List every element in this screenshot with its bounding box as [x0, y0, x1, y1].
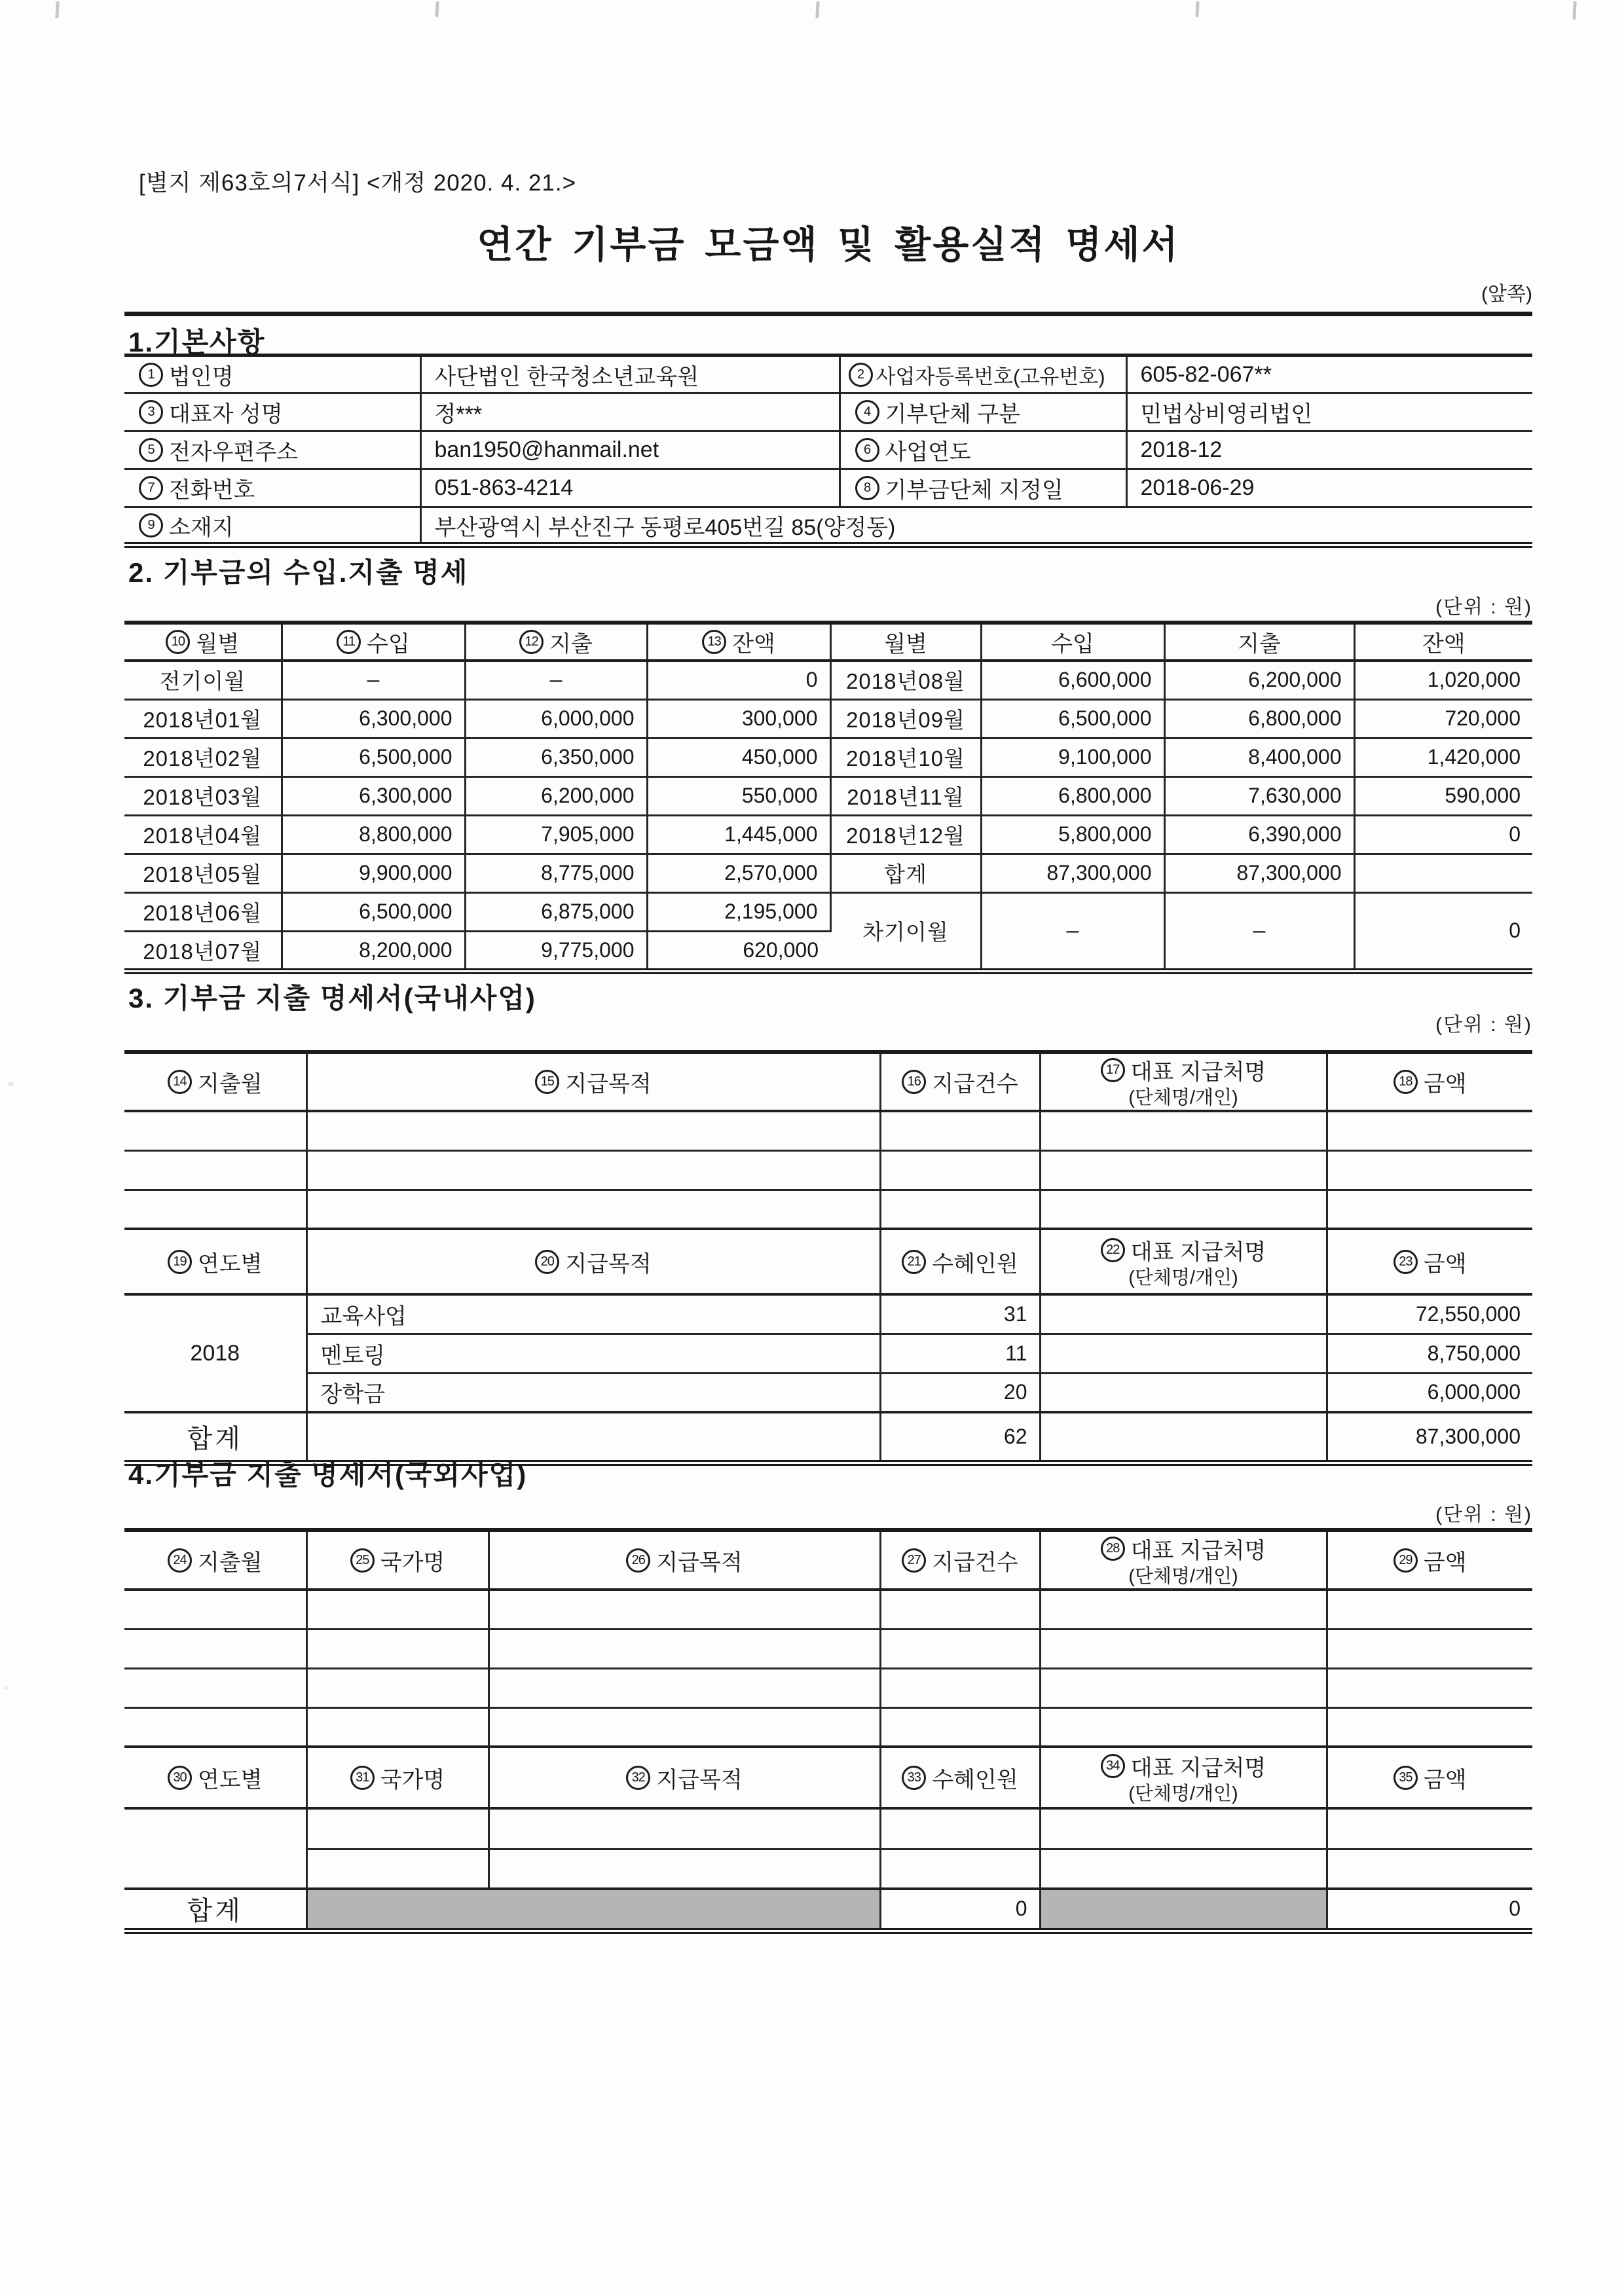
unit-label: (단위 : 원)	[1435, 1504, 1532, 1525]
monthly-income-expense-table	[124, 621, 1532, 974]
section1-heading: 1.기본사항	[128, 327, 266, 357]
circled-number: 35	[1393, 1766, 1418, 1790]
balance-cell: 1,445,000	[647, 815, 830, 854]
field-label: 6 사업연도	[840, 431, 1126, 469]
balance-cell: 0	[1354, 815, 1532, 854]
empty-cell	[1040, 1668, 1327, 1707]
empty-cell	[880, 1590, 1040, 1629]
income-cell: 6,800,000	[981, 776, 1164, 815]
scan-artifact	[1572, 1, 1576, 20]
circled-number: 25	[350, 1548, 375, 1573]
empty-cell	[306, 1111, 880, 1150]
balance-cell: 1,020,000	[1354, 661, 1532, 699]
table-row	[124, 1190, 1532, 1229]
table-row	[124, 1111, 1532, 1150]
balance-cell: 0	[1354, 892, 1532, 971]
circled-number: 29	[1393, 1548, 1418, 1573]
field-value: 605-82-067**	[1126, 355, 1532, 393]
circled-number: 6	[855, 438, 879, 462]
empty-cell	[1327, 1590, 1532, 1629]
section4-heading: 4.기부금 지출 명세서(국외사업)	[128, 1459, 528, 1490]
column-header: 32 지급목적	[489, 1747, 880, 1808]
total-row	[124, 1889, 1532, 1931]
empty-cell	[306, 1590, 489, 1629]
expense-cell: 6,875,000	[465, 892, 647, 931]
expense-cell: 8,400,000	[1164, 738, 1354, 776]
gray-cell	[306, 1889, 880, 1931]
empty-cell	[1040, 1590, 1327, 1629]
empty-cell	[1040, 1707, 1327, 1747]
empty-cell	[489, 1707, 880, 1747]
column-header: 수입	[981, 623, 1164, 661]
expense-cell: 87,300,000	[1164, 854, 1354, 892]
table-row	[124, 1629, 1532, 1668]
month-cell: 2018년02월	[124, 738, 282, 776]
amount-cell: 8,750,000	[1327, 1334, 1532, 1373]
circled-number: 14	[168, 1070, 192, 1094]
empty-cell	[1327, 1629, 1532, 1668]
column-header: 26 지급목적	[489, 1530, 880, 1590]
section3-heading: 3. 기부금 지출 명세서(국내사업)	[128, 983, 536, 1013]
overseas-expense-table	[124, 1528, 1532, 1934]
purpose-cell: 멘토링	[306, 1334, 880, 1373]
column-header: 30 연도별	[124, 1747, 306, 1808]
unit-label: (단위 : 원)	[1435, 1014, 1532, 1036]
circled-number: 19	[168, 1250, 192, 1274]
count-cell: 20	[880, 1373, 1040, 1412]
table-row	[124, 1707, 1532, 1747]
field-value: 부산광역시 부산진구 동평로405번길 85(양정동)	[434, 515, 896, 540]
total-label-cell: 합계	[830, 854, 981, 892]
empty-cell	[489, 1590, 880, 1629]
amount-cell: 6,000,000	[1327, 1373, 1532, 1412]
amount-cell: 87,300,000	[1327, 1412, 1532, 1463]
circled-number: 16	[902, 1070, 926, 1094]
column-header: 20 지급목적	[306, 1229, 880, 1294]
empty-cell	[1327, 1849, 1532, 1889]
table-row	[124, 738, 1532, 776]
empty-cell	[1327, 1150, 1532, 1190]
circled-number: 22	[1101, 1238, 1125, 1262]
month-cell: 2018년01월	[124, 699, 282, 738]
month-cell: 2018년08월	[830, 661, 981, 699]
column-header: 지출	[1164, 623, 1354, 661]
empty-cell	[1327, 1808, 1532, 1849]
empty-cell	[306, 1808, 489, 1849]
balance-cell: 720,000	[1354, 699, 1532, 738]
table-row	[124, 892, 1532, 931]
circled-number: 13	[702, 630, 726, 654]
scan-artifact	[1195, 1, 1199, 17]
field-value: 사단법인 한국청소년교육원	[420, 355, 840, 393]
table-row	[124, 1849, 1532, 1889]
column-header: 17 대표 지급처명 (단체명/개인)	[1040, 1052, 1327, 1111]
month-cell: 2018년10월	[830, 738, 981, 776]
circled-number: 34	[1101, 1754, 1125, 1778]
expense-cell: 6,350,000	[465, 738, 647, 776]
section2-heading: 2. 기부금의 수입.지출 명세	[128, 557, 469, 588]
count-cell: 62	[880, 1412, 1040, 1463]
income-cell: –	[981, 892, 1164, 971]
payee-cell	[1040, 1373, 1327, 1412]
empty-cell	[306, 1668, 489, 1707]
column-header: 19 연도별	[124, 1229, 306, 1294]
empty-cell	[1327, 1668, 1532, 1707]
balance-cell: 620,000	[743, 938, 819, 962]
field-label: 2 사업자등록번호(고유번호)	[840, 355, 1126, 393]
document-title: 연간 기부금 모금액 및 활용실적 명세서	[477, 224, 1180, 266]
column-header: 31 국가명	[306, 1747, 489, 1808]
empty-cell	[880, 1190, 1040, 1229]
field-value: ban1950@hanmail.net	[420, 431, 840, 469]
field-label: 8 기부금단체 지정일	[840, 469, 1126, 507]
field-value: 민법상비영리법인	[1126, 393, 1532, 431]
empty-cell	[306, 1629, 489, 1668]
empty-cell	[1040, 1629, 1327, 1668]
count-cell: 0	[880, 1889, 1040, 1931]
circled-number: 27	[902, 1548, 926, 1573]
circled-number: 24	[168, 1548, 192, 1573]
scan-artifact	[8, 1082, 14, 1086]
field-value: 2018-12	[1126, 431, 1532, 469]
column-header: 23 금액	[1327, 1229, 1532, 1294]
empty-cell	[880, 1849, 1040, 1889]
balance-cell: 2,570,000	[647, 854, 830, 892]
column-header: 33 수혜인원	[880, 1747, 1040, 1808]
scan-artifact	[815, 1, 819, 18]
column-header: 16 지급건수	[880, 1052, 1040, 1111]
month-cell: 2018년11월	[830, 776, 981, 815]
circled-number: 7	[139, 476, 163, 500]
balance-cell: 2,195,000	[647, 892, 830, 931]
empty-cell	[489, 1849, 880, 1889]
column-header: 22 대표 지급처명 (단체명/개인)	[1040, 1229, 1327, 1294]
expense-cell: 8,775,000	[465, 854, 647, 892]
table-row	[124, 1373, 1532, 1412]
expense-cell: 7,905,000	[465, 815, 647, 854]
circled-number: 31	[350, 1766, 375, 1790]
circled-number: 33	[902, 1766, 926, 1790]
empty-cell	[124, 1150, 306, 1190]
expense-cell: –	[1164, 892, 1354, 971]
circled-number: 11	[337, 630, 361, 654]
form-reference: [별지 제63호의7서식] <개정 2020. 4. 21.>	[139, 170, 577, 196]
front-side-label: (앞쪽)	[1481, 283, 1532, 305]
income-cell: 6,300,000	[282, 776, 465, 815]
circled-number: 18	[1393, 1070, 1418, 1094]
column-header: 29 금액	[1327, 1530, 1532, 1590]
circled-number: 28	[1101, 1537, 1125, 1561]
month-cell: 2018년05월	[124, 854, 282, 892]
field-label: 4 기부단체 구분	[840, 393, 1126, 431]
circled-number: 12	[519, 630, 544, 654]
circled-number: 5	[139, 438, 163, 462]
empty-cell	[1327, 1111, 1532, 1150]
column-header: 25 국가명	[306, 1530, 489, 1590]
column-header: 11 수입	[282, 623, 465, 661]
month-cell: 전기이월	[124, 661, 282, 699]
circled-number: 9	[139, 513, 163, 538]
count-cell: 11	[880, 1334, 1040, 1373]
column-header: 21 수혜인원	[880, 1229, 1040, 1294]
gray-cell	[1040, 1889, 1327, 1931]
balance-cell: 550,000	[647, 776, 830, 815]
year-cell	[124, 1808, 306, 1889]
expense-cell: 9,775,000	[465, 931, 647, 971]
circled-number: 20	[535, 1250, 559, 1274]
column-header: 월별	[830, 623, 981, 661]
table-row	[124, 1808, 1532, 1849]
column-header: 10 월별	[124, 623, 282, 661]
circled-number: 2	[849, 363, 873, 387]
income-cell: 5,800,000	[981, 815, 1164, 854]
expense-cell: 7,630,000	[1164, 776, 1354, 815]
empty-cell	[880, 1808, 1040, 1849]
top-rule	[124, 312, 1532, 316]
amount-cell: 0	[1327, 1889, 1532, 1931]
circled-number: 26	[626, 1548, 650, 1573]
field-label: 1 법인명	[124, 355, 420, 393]
table-row	[124, 1590, 1532, 1629]
expense-cell: 6,390,000	[1164, 815, 1354, 854]
scan-artifact	[5, 1686, 9, 1690]
amount-cell: 72,550,000	[1327, 1294, 1532, 1334]
circled-number: 15	[535, 1070, 559, 1094]
payee-cell	[1040, 1334, 1327, 1373]
empty-cell	[1040, 1849, 1327, 1889]
empty-cell	[124, 1707, 306, 1747]
count-cell: 31	[880, 1294, 1040, 1334]
income-cell: 87,300,000	[981, 854, 1164, 892]
income-cell: 6,500,000	[981, 699, 1164, 738]
field-label: 7 전화번호	[124, 469, 420, 507]
column-header: 15 지급목적	[306, 1052, 880, 1111]
income-cell: 9,900,000	[282, 854, 465, 892]
circled-number: 10	[166, 630, 190, 654]
empty-cell	[880, 1668, 1040, 1707]
month-cell: 2018년12월	[830, 815, 981, 854]
column-header: 18 금액	[1327, 1052, 1532, 1111]
empty-cell	[1040, 1412, 1327, 1463]
balance-cell: 450,000	[647, 738, 830, 776]
expense-cell: 6,200,000	[1164, 661, 1354, 699]
income-cell: 6,500,000	[282, 892, 465, 931]
scan-artifact	[435, 1, 439, 17]
expense-cell: 6,200,000	[465, 776, 647, 815]
empty-cell	[1040, 1190, 1327, 1229]
column-header: 35 금액	[1327, 1747, 1532, 1808]
empty-cell	[489, 1668, 880, 1707]
scan-artifact	[55, 1, 59, 18]
field-value: 2018-06-29	[1126, 469, 1532, 507]
table-row	[124, 661, 1532, 699]
field-label: 3 대표자 성명	[124, 393, 420, 431]
month-cell: 2018년03월	[124, 776, 282, 815]
expense-cell: 6,000,000	[465, 699, 647, 738]
circled-number: 32	[626, 1766, 650, 1790]
empty-cell	[124, 1190, 306, 1229]
total-label-cell: 합계	[124, 1412, 306, 1463]
purpose-cell: 장학금	[306, 1373, 880, 1412]
income-cell: 9,100,000	[981, 738, 1164, 776]
purpose-cell: 교육사업	[306, 1294, 880, 1334]
table-row	[124, 815, 1532, 854]
balance-cell	[1354, 854, 1532, 892]
month-cell: 2018년06월	[124, 892, 282, 931]
column-header: 잔액	[1354, 623, 1532, 661]
field-label: 5 전자우편주소	[124, 431, 420, 469]
table-row	[124, 854, 1532, 892]
empty-cell	[489, 1808, 880, 1849]
empty-cell	[124, 1590, 306, 1629]
circled-number: 21	[902, 1250, 926, 1274]
month-cell: 2018년07월	[124, 931, 282, 971]
empty-cell	[1040, 1150, 1327, 1190]
month-cell: 2018년04월	[124, 815, 282, 854]
year-cell: 2018	[124, 1294, 306, 1412]
circled-number: 4	[855, 400, 879, 424]
income-cell: 6,600,000	[981, 661, 1164, 699]
balance-cell: 0	[647, 661, 830, 699]
balance-cell: 300,000	[647, 699, 830, 738]
empty-cell	[306, 1849, 489, 1889]
empty-cell	[124, 1629, 306, 1668]
payee-cell	[1040, 1294, 1327, 1334]
empty-cell	[306, 1190, 880, 1229]
domestic-expense-table	[124, 1050, 1532, 1466]
column-header: 13 잔액	[647, 623, 830, 661]
column-header: 24 지출월	[124, 1530, 306, 1590]
empty-cell	[306, 1150, 880, 1190]
income-cell: 8,200,000	[282, 931, 465, 971]
empty-cell	[880, 1629, 1040, 1668]
empty-cell	[1327, 1190, 1532, 1229]
empty-cell	[880, 1111, 1040, 1150]
expense-cell: 6,800,000	[1164, 699, 1354, 738]
column-header: 28 대표 지급처명 (단체명/개인)	[1040, 1530, 1327, 1590]
empty-cell	[880, 1707, 1040, 1747]
column-header: 34 대표 지급처명 (단체명/개인)	[1040, 1747, 1327, 1808]
empty-cell	[1327, 1707, 1532, 1747]
income-cell: –	[282, 661, 465, 699]
empty-cell	[124, 1668, 306, 1707]
balance-cell: 1,420,000	[1354, 738, 1532, 776]
empty-cell	[880, 1150, 1040, 1190]
field-label: 9 소재지	[124, 507, 420, 545]
circled-number: 23	[1393, 1250, 1418, 1274]
total-label-cell: 합계	[124, 1889, 306, 1931]
circled-number: 3	[139, 400, 163, 424]
column-header: 27 지급건수	[880, 1530, 1040, 1590]
table-row	[124, 1334, 1532, 1373]
circled-number: 17	[1101, 1058, 1125, 1082]
table-row	[124, 699, 1532, 738]
empty-cell	[1040, 1808, 1327, 1849]
month-cell: 2018년09월	[830, 699, 981, 738]
income-cell: 8,800,000	[282, 815, 465, 854]
balance-cell: 590,000	[1354, 776, 1532, 815]
field-value: 051-863-4214	[420, 469, 840, 507]
column-header: 14 지출월	[124, 1052, 306, 1111]
circled-number: 8	[855, 476, 879, 500]
empty-cell	[1040, 1111, 1327, 1150]
income-cell: 6,500,000	[282, 738, 465, 776]
circled-number: 1	[139, 363, 163, 387]
empty-cell	[489, 1629, 880, 1668]
basic-info-table	[124, 354, 1532, 548]
field-value: 정***	[420, 393, 840, 431]
empty-cell	[124, 1111, 306, 1150]
table-row	[124, 1668, 1532, 1707]
table-row	[124, 1294, 1532, 1334]
table-row	[124, 776, 1532, 815]
table-row	[124, 1150, 1532, 1190]
expense-cell: –	[465, 661, 647, 699]
column-header: 12 지출	[465, 623, 647, 661]
unit-label: (단위 : 원)	[1435, 596, 1532, 618]
income-cell: 6,300,000	[282, 699, 465, 738]
empty-cell	[306, 1707, 489, 1747]
circled-number: 30	[168, 1766, 192, 1790]
carryover-label-cell: 차기이월	[830, 892, 981, 971]
